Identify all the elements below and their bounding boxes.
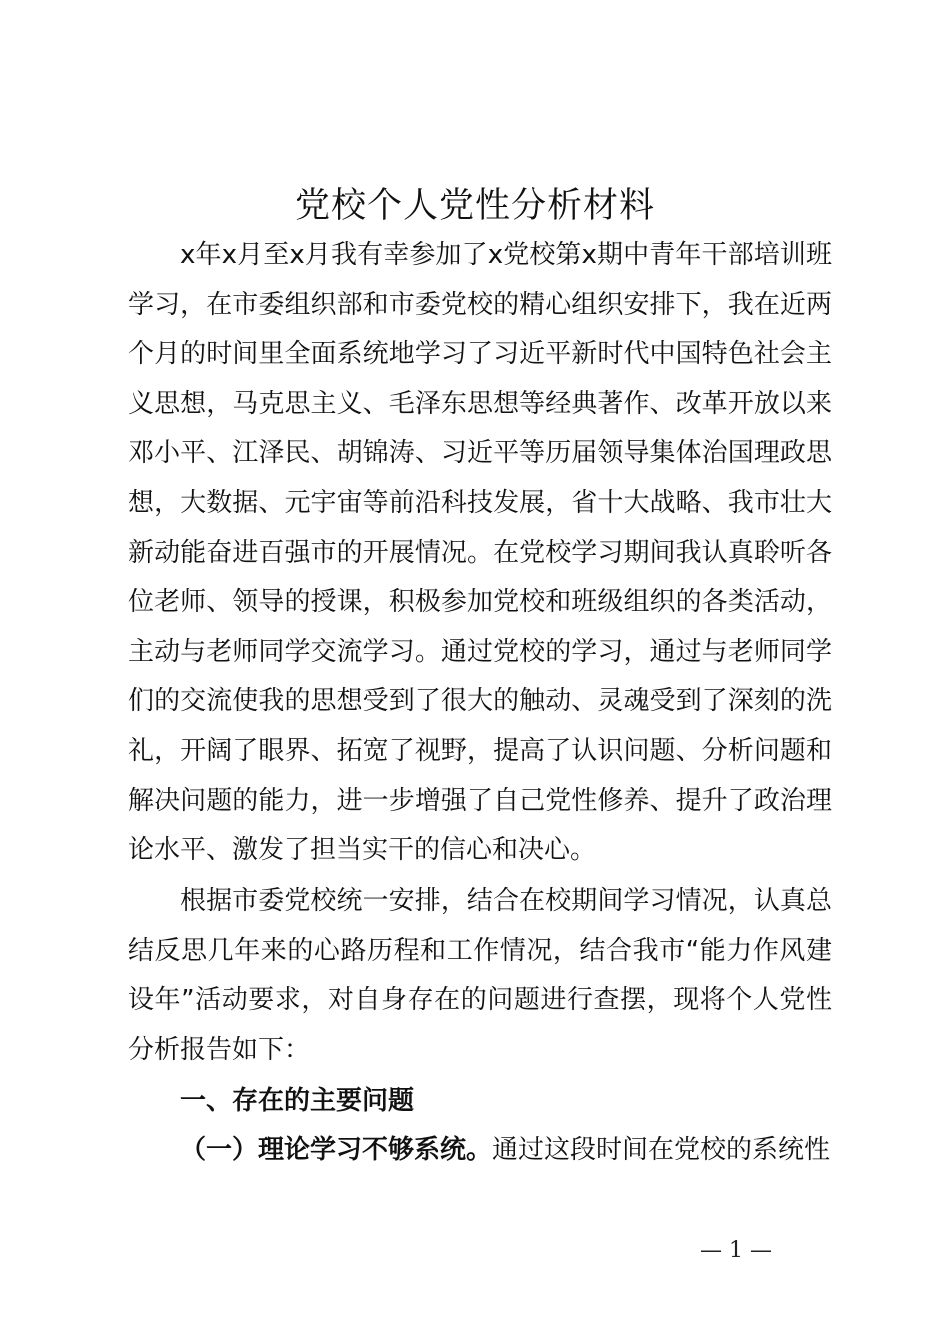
- subsection-paragraph: [180, 1126, 840, 1176]
- document-title: 党校个人党性分析材料: [294, 186, 655, 226]
- subsection-text: 通过这段时间在党校的系统性: [492, 1135, 831, 1165]
- body-paragraph: x年x月至x月我有幸参加了x党校第x期中青年干部培训班学习，在市委组织部和市委党校的精心组织安排下，我在近两个月的时间里全面系统地学习了习近平新时代中国特色社会主义思想，马克思主义、毛泽东思想等经典著作、改革开放以来邓小平、江泽民、胡锦涛、习近平等历届领导集体治国理政思想，大数据、元宇宙等前沿科技发展，省十大战略、我市壮大新动能奋进百强市的开展情况。在党校学习期间我认真聆听各位老师、领导的授课，积极参加党校和班级组织的各类活动，主动与老师同学交流学习。通过党校的学习，通过与老师同学们的交流使我的思想受到了很大的触动、灵魂受到了深刻的洗礼，开阔了眼界、拓宽了视野，提高了认识问题、分析问题和解决问题的能力，进一步增强了自己党性修养、提升了政治理论水平、激发了担当实干的信心和决心。: [128, 240, 832, 866]
- page-number: — 1 —: [700, 1238, 772, 1263]
- section-heading: 一、存在的主要问题: [180, 1086, 415, 1116]
- body-paragraph: 根据市委党校统一安排，结合在校期间学习情况，认真总结反思几年来的心路历程和工作情况，结合我市“能力作风建设年”活动要求，对自身存在的问题进行查摆，现将个人党性分析报告如下：: [128, 886, 832, 1065]
- subsection-heading: （一）理论学习不够系统。: [180, 1135, 493, 1165]
